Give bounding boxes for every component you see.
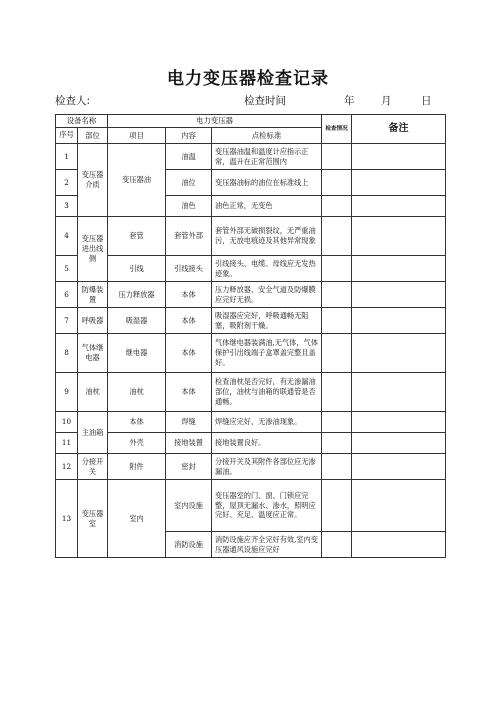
month-label: 月 [381, 95, 392, 107]
item-cell: 本体 [108, 412, 166, 433]
content-cell: 油位 [166, 170, 212, 196]
remark-cell[interactable] [352, 217, 446, 256]
document-title: 电力变压器检查记录 [167, 69, 329, 89]
row-seq: 6 [56, 282, 78, 308]
check-cell[interactable] [322, 433, 352, 454]
remark-cell[interactable] [352, 532, 446, 558]
row-seq: 7 [56, 308, 78, 334]
item-cell: 室内 [108, 480, 166, 558]
content-cell: 引线接头 [166, 256, 212, 282]
check-cell[interactable] [322, 412, 352, 433]
standard-cell: 变压器油标的油位在标准线上 [212, 170, 322, 196]
check-cell[interactable] [322, 334, 352, 373]
table-row [56, 480, 446, 532]
device-name-label: 设备名称 [56, 115, 108, 128]
inspection-table [55, 114, 446, 558]
content-cell: 密封 [166, 454, 212, 480]
part-cell: 变压器室 [78, 480, 108, 558]
remark-cell[interactable] [352, 334, 446, 373]
check-cell[interactable] [322, 373, 352, 412]
item-cell: 附件 [108, 454, 166, 480]
item-cell: 引线 [108, 256, 166, 282]
header-check: 检查情况 [322, 115, 352, 144]
row-seq: 2 [56, 170, 78, 196]
check-cell[interactable] [322, 170, 352, 196]
remark-cell[interactable] [352, 412, 446, 433]
check-cell[interactable] [322, 454, 352, 480]
remark-cell[interactable] [352, 170, 446, 196]
row-seq: 12 [56, 454, 78, 480]
header-seq: 序号 [56, 128, 78, 144]
content-cell: 消防设施 [166, 532, 212, 558]
check-cell[interactable] [322, 217, 352, 256]
content-cell: 焊缝 [166, 412, 212, 433]
standard-cell: 变压器室的门、窗、门锁应完整，屋顶无漏水、渗水，照明应完好、充足、温度应正常。 [212, 480, 322, 532]
content-cell: 油温 [166, 144, 212, 170]
header-content: 内容 [166, 128, 212, 144]
content-cell: 接地装置 [166, 433, 212, 454]
item-cell: 吸湿器 [108, 308, 166, 334]
check-cell[interactable] [322, 196, 352, 217]
inspection-time-label: 检查时间 [244, 95, 286, 107]
standard-cell: 检查油枕是否完好，有无渗漏油部位，油枕与油箱的联通管是否通畅。 [212, 373, 322, 412]
table-row [56, 454, 446, 480]
year-label: 年 [344, 95, 355, 107]
row-seq: 10 [56, 412, 78, 433]
header-item: 项目 [108, 128, 166, 144]
standard-cell: 套管外部无破损裂纹，无严重油污，无放电痕迹及其他异常现象 [212, 217, 322, 256]
standard-cell: 油色正常，无变色 [212, 196, 322, 217]
header-remark: 备注 [352, 115, 446, 144]
table-row [56, 256, 446, 282]
remark-cell[interactable] [352, 282, 446, 308]
part-cell: 油枕 [78, 373, 108, 412]
part-cell: 变压器进出线侧 [78, 217, 108, 282]
table-row [56, 334, 446, 373]
remark-cell[interactable] [352, 480, 446, 532]
standard-cell: 变压器油温和温度计应指示正常，温升在正常范围内 [212, 144, 322, 170]
table-row [56, 308, 446, 334]
check-cell[interactable] [322, 532, 352, 558]
remark-cell[interactable] [352, 196, 446, 217]
remark-cell[interactable] [352, 144, 446, 170]
row-seq: 11 [56, 433, 78, 454]
item-cell: 套管 [108, 217, 166, 256]
content-cell: 本体 [166, 308, 212, 334]
content-cell: 室内设施 [166, 480, 212, 532]
standard-cell: 气体继电器装满油,无气体，气体保护引出线端子盒罩盖完整且盖好。 [212, 334, 322, 373]
check-cell[interactable] [322, 256, 352, 282]
remark-cell[interactable] [352, 454, 446, 480]
row-seq: 3 [56, 196, 78, 217]
part-cell: 变压器介质 [78, 144, 108, 217]
check-cell[interactable] [322, 144, 352, 170]
table-row [56, 217, 446, 256]
standard-cell: 接地装置良好。 [212, 433, 322, 454]
remark-cell[interactable] [352, 308, 446, 334]
part-cell: 防爆装置 [78, 282, 108, 308]
standard-cell: 吸湿器应完好，呼吸通畅无阻塞，吸附剂干燥。 [212, 308, 322, 334]
content-cell: 油色 [166, 196, 212, 217]
row-seq: 13 [56, 480, 78, 558]
standard-cell: 消防设施应齐全完好有效,室内变压器通风设施应完好 [212, 532, 322, 558]
item-cell: 压力释放器 [108, 282, 166, 308]
header-standard: 点检标准 [212, 128, 322, 144]
row-seq: 8 [56, 334, 78, 373]
part-cell: 分接开关 [78, 454, 108, 480]
part-cell: 气体继电器 [78, 334, 108, 373]
content-cell: 本体 [166, 282, 212, 308]
row-seq: 4 [56, 217, 78, 256]
table-row [56, 433, 446, 454]
table-row [56, 373, 446, 412]
standard-cell: 压力释放器，安全气道及防爆膜应完好无损。 [212, 282, 322, 308]
standard-cell: 焊缝应完好，无渗油现象。 [212, 412, 322, 433]
row-seq: 1 [56, 144, 78, 170]
part-cell: 主油箱 [78, 412, 108, 454]
check-cell[interactable] [322, 308, 352, 334]
table-row [56, 282, 446, 308]
inspector-label: 检查人: [55, 95, 91, 107]
check-cell[interactable] [322, 480, 352, 532]
content-cell: 套管外部 [166, 217, 212, 256]
remark-cell[interactable] [352, 373, 446, 412]
content-cell: 本体 [166, 373, 212, 412]
part-cell: 呼吸器 [78, 308, 108, 334]
day-label: 日 [421, 95, 432, 107]
row-seq: 5 [56, 256, 78, 282]
table-row [56, 144, 446, 170]
table-row [56, 412, 446, 433]
item-cell: 外壳 [108, 433, 166, 454]
item-cell: 油枕 [108, 373, 166, 412]
check-cell[interactable] [322, 282, 352, 308]
remark-cell[interactable] [352, 433, 446, 454]
standard-cell: 引线接头、电缆、母线应无发热迹象。 [212, 256, 322, 282]
standard-cell: 分接开关及其附件各部位应无渗漏油。 [212, 454, 322, 480]
remark-cell[interactable] [352, 256, 446, 282]
row-seq: 9 [56, 373, 78, 412]
device-name-value: 电力变压器 [108, 115, 322, 128]
content-cell: 本体 [166, 334, 212, 373]
header-part: 部位 [78, 128, 108, 144]
item-cell: 继电器 [108, 334, 166, 373]
item-cell: 变压器油 [108, 144, 166, 217]
